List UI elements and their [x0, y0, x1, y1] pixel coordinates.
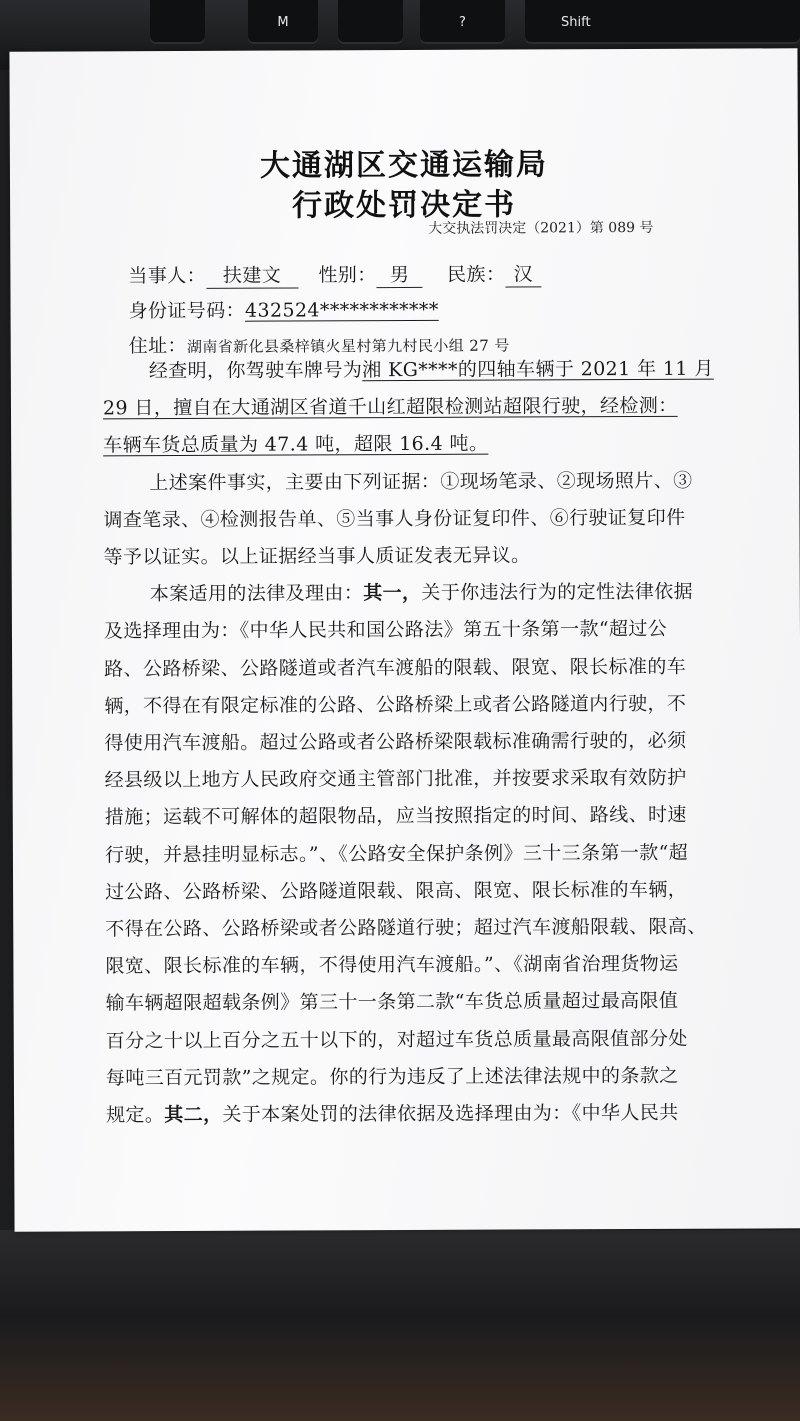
- id-number: 432524************: [244, 298, 439, 322]
- party-name: 扶建文: [206, 260, 298, 288]
- body-text-line: [150, 577, 693, 606]
- body-text: 百分之十以上百分之五十以下的，对超过车货总质量最高限值部分处: [105, 1027, 688, 1052]
- body-text: 过公路、公路桥梁、公路隧道限载、限高、限宽、限长标准的车辆，: [105, 878, 688, 904]
- party-label: 当事人：: [128, 264, 207, 288]
- gender-value: 男: [377, 260, 423, 288]
- body-text-line: [106, 986, 679, 1015]
- body-text-underlined: 车辆车货总质量为 47.4 吨，超限 16.4 吨。: [103, 433, 489, 457]
- body-text-line: [149, 354, 714, 383]
- body-text-line: [106, 1098, 679, 1127]
- body-text: 经查明，你驾驶车牌号为: [148, 359, 363, 383]
- body-text-line: [104, 651, 686, 681]
- body-text-line: [106, 1061, 679, 1090]
- body-text-line: [104, 540, 531, 569]
- body-text: 等予以证实。以上证据经当事人质证发表无异议。: [103, 544, 531, 569]
- body-text-underlined: 湘 KG****的四轴车辆于 2021 年 11 月: [362, 357, 714, 382]
- id-label: 身份证号码：: [128, 299, 246, 323]
- gender-label: 性别：: [318, 264, 377, 287]
- body-text: 本案适用的法律及理由：: [149, 582, 364, 606]
- party-info-row: [128, 259, 541, 289]
- body-text: 及选择理由为：《中华人民共和国公路法》第五十条第一款“超过公: [103, 618, 668, 643]
- keyboard-key-shift: Shift: [525, 0, 800, 44]
- body-text: 行驶，并悬挂明显标志。”、《公路安全保护条例》三十三条第一款“超: [104, 841, 689, 866]
- body-text-line: [103, 391, 678, 421]
- body-text-underlined: 29 日，擅自在大通湖区省道千山红超限检测站超限行驶，经检测：: [102, 395, 678, 420]
- body-text-line: [105, 912, 707, 942]
- body-text: 关于本案处罚的法律依据及选择理由为：《中华人民共: [222, 1101, 679, 1126]
- document-title-type: 行政处罚决定书: [292, 187, 517, 224]
- body-text: 上述案件事实，主要由下列证据：①现场笔录、②现场照片、③: [149, 469, 693, 494]
- body-text: 措施；运载不可解体的超限物品，应当按照指定的时间、路线、时速: [104, 804, 687, 829]
- document-page: [9, 48, 800, 1231]
- body-text-line: [105, 800, 687, 830]
- body-text: 每吨三百元罚款”之规定。你的行为违反了上述法律法规中的条款之: [105, 1064, 679, 1090]
- body-text-line: [105, 875, 687, 905]
- body-text-line: [105, 763, 687, 793]
- body-text: 关于你违法行为的定性法律依据: [421, 580, 694, 605]
- body-text-line: [104, 726, 686, 756]
- body-text-line: [103, 429, 488, 458]
- document-title-authority: 大通湖区交通运输局: [259, 147, 549, 184]
- body-text-line: [104, 614, 667, 643]
- document-number: 大交执法罚决定（2021）第 089 号: [428, 219, 654, 237]
- body-text: 经县级以上地方人民政府交通主管部门批准，并按要求采取有效防护: [104, 766, 687, 792]
- keyboard-key-question: ?: [420, 0, 505, 44]
- body-text: 不得在公路、公路桥梁或者公路隧道行驶；超过汽车渡船限载、限高、: [105, 915, 707, 941]
- ethnicity-label: 民族：: [447, 263, 506, 286]
- body-text: 输车辆超限超载条例》第三十一条第二款“车货总质量超过最高限值: [105, 990, 679, 1015]
- body-text-line: [105, 837, 688, 867]
- body-text: 得使用汽车渡船。超过公路或者公路桥梁限载标准确需行驶的，必须: [104, 729, 687, 755]
- id-row: [128, 295, 438, 323]
- desk-surface: [0, 1230, 800, 1421]
- body-text-bold: 其二，: [164, 1103, 223, 1127]
- keyboard-key-m: M: [248, 0, 318, 44]
- body-text-line: [106, 1023, 688, 1053]
- body-text: 规定。: [106, 1104, 165, 1127]
- body-text: 路、公路桥梁、公路隧道或者汽车渡船的限载、限宽、限长标准的车: [104, 655, 687, 680]
- address-label: 住址：: [128, 334, 187, 358]
- body-text-line: [149, 465, 692, 494]
- keyboard-key: [338, 0, 403, 44]
- body-text-bold: 其一，: [363, 582, 422, 605]
- body-text-line: [105, 949, 678, 979]
- keyboard-key: [150, 0, 205, 44]
- body-text: 调查笔录、④检测报告单、⑤当事人身份证复印件、⑥行驶证复印件: [103, 506, 686, 532]
- ethnicity-value: 汉: [505, 259, 541, 287]
- body-text: 辆，不得在有限定标准的公路、公路桥梁上或者公路隧道内行驶，不: [104, 692, 687, 718]
- body-text: 限宽、限长标准的车辆，不得使用汽车渡船。”、《湖南省治理货物运: [105, 953, 679, 978]
- body-text-line: [104, 689, 686, 719]
- body-text-line: [103, 503, 685, 533]
- address-value: 湖南省新化县桑梓镇火星村第九村民小组 27 号: [186, 336, 510, 356]
